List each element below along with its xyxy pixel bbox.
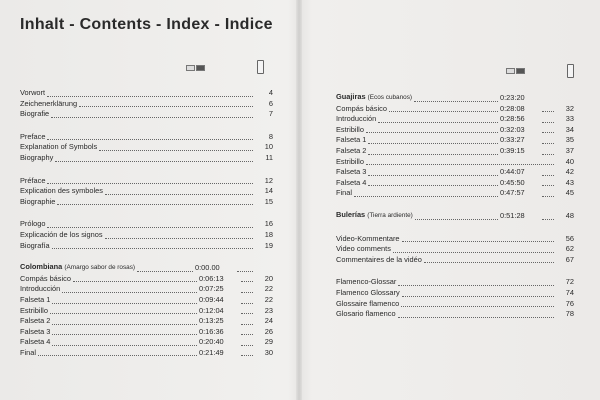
toc-row[interactable]: [20, 176, 273, 187]
toc-page: 72: [565, 277, 574, 287]
page-tab-icon-left: [257, 60, 264, 74]
toc-label: Falseta 4: [336, 177, 367, 187]
toc-label: Falseta 2: [336, 145, 367, 155]
toc-time: 0:21:49: [199, 347, 224, 357]
toc-label: Flamenco-Glossar: [336, 277, 397, 287]
toc-label: Video-Kommentare: [336, 233, 400, 243]
toc-piece-heading[interactable]: [336, 93, 574, 104]
toc-row[interactable]: [20, 142, 273, 153]
dot-leader: [542, 185, 554, 186]
dot-leader: [398, 285, 554, 286]
piece-subtitle: (Amargo sabor de rosas): [64, 264, 136, 272]
toc-page: 20: [264, 273, 273, 283]
dot-leader: [73, 281, 197, 282]
dot-leader: [542, 111, 554, 112]
toc-group-videos: [336, 234, 574, 266]
toc-label: Compás básico: [336, 103, 387, 113]
toc-page: 19: [264, 240, 273, 250]
toc-page: 42: [565, 167, 574, 177]
cd-icon-right: [506, 68, 525, 74]
dot-leader: [52, 303, 197, 304]
piece-subtitle: (Ecos cubanos): [367, 94, 413, 101]
dot-leader: [542, 132, 554, 133]
toc-page: 26: [264, 326, 273, 336]
dot-leader: [424, 262, 554, 263]
toc-label: Biografie: [20, 109, 50, 119]
toc-row[interactable]: [336, 125, 574, 136]
dot-leader: [47, 96, 253, 97]
toc-label: Glossaire flamenco: [336, 298, 400, 308]
dot-leader: [52, 324, 197, 325]
toc-time: 0:16:36: [199, 326, 224, 336]
toc-piece-title: [336, 210, 413, 222]
toc-label: Introducción: [20, 284, 61, 294]
toc-page: 37: [565, 145, 574, 155]
toc-time: 0:06:13: [199, 273, 224, 283]
dot-leader: [55, 161, 253, 162]
dot-leader: [137, 271, 193, 272]
toc-row[interactable]: [336, 135, 574, 146]
dot-leader: [542, 219, 554, 220]
toc-piece-title: [336, 92, 412, 104]
toc-row[interactable]: [336, 167, 574, 178]
dot-leader: [542, 196, 554, 197]
toc-time: 0:07:25: [199, 284, 224, 294]
dot-leader: [241, 355, 253, 356]
toc-row[interactable]: [336, 178, 574, 189]
toc-row[interactable]: [20, 348, 273, 359]
toc-time: 0:23:20: [500, 93, 525, 102]
toc-row[interactable]: [20, 88, 273, 99]
dot-leader: [241, 313, 253, 314]
toc-time: 0:20:40: [199, 337, 224, 347]
toc-time: 0:51:28: [500, 210, 525, 220]
toc-page: 43: [565, 177, 574, 187]
toc-label: Biografía: [20, 240, 50, 250]
toc-row[interactable]: [20, 306, 273, 317]
dot-leader: [57, 204, 253, 205]
dot-leader: [378, 122, 498, 123]
dot-leader: [354, 196, 498, 197]
toc-page: 10: [264, 142, 273, 152]
toc-page: 22: [264, 284, 273, 294]
piece-name: Guajiras: [336, 92, 366, 101]
toc-row[interactable]: [336, 234, 574, 245]
toc-page: 45: [565, 188, 574, 198]
toc-label: Falseta 1: [20, 294, 51, 304]
toc-row[interactable]: [20, 99, 273, 110]
toc-page: 30: [264, 347, 273, 357]
dvd-icon: [196, 65, 205, 71]
toc-label: Vorwort: [20, 88, 46, 97]
dot-leader: [241, 345, 253, 346]
toc-row[interactable]: [20, 132, 273, 143]
dot-leader: [368, 143, 498, 144]
toc-label: Falseta 2: [20, 316, 51, 326]
toc-row[interactable]: [336, 104, 574, 115]
toc-page: 67: [565, 254, 574, 264]
dot-leader: [62, 292, 197, 293]
toc-page: 6: [268, 98, 273, 108]
piece-subtitle: (Tierra ardiente): [367, 211, 413, 219]
toc-label: Video comments: [336, 244, 391, 254]
toc-label: Final: [20, 347, 37, 357]
cd-icon: [506, 68, 515, 74]
toc-row[interactable]: [20, 327, 273, 338]
dot-leader: [241, 303, 253, 304]
toc-page: 74: [565, 287, 574, 297]
dot-leader: [542, 154, 554, 155]
dot-leader: [368, 154, 498, 155]
toc-page: 15: [264, 196, 273, 206]
dot-leader: [52, 248, 253, 249]
toc-page: 33: [565, 114, 574, 124]
piece-name: Colombiana: [20, 262, 63, 272]
toc-group-french: [20, 176, 273, 208]
toc-time: 0:13:25: [199, 316, 224, 326]
toc-row[interactable]: [20, 230, 273, 241]
toc-time: 0:28:56: [500, 114, 525, 124]
toc-page: 34: [565, 124, 574, 134]
toc-label: Biographie: [20, 196, 56, 206]
toc-page: 18: [264, 229, 273, 239]
toc-time: 0:33:27: [500, 135, 525, 145]
toc-label: Explication des symboles: [20, 186, 103, 196]
dot-leader: [393, 252, 554, 253]
toc-time: 0:47:57: [500, 188, 525, 198]
dot-leader: [542, 122, 554, 123]
toc-label: Estribillo: [336, 124, 364, 134]
toc-row[interactable]: [20, 337, 273, 348]
toc-time: 0:32:03: [500, 124, 525, 134]
toc-page: 56: [565, 233, 574, 243]
dot-leader: [47, 227, 253, 228]
toc-time: 0:44:07: [500, 167, 525, 177]
dot-leader: [47, 139, 253, 140]
toc-label: Flamenco Glossary: [336, 287, 400, 297]
toc-label: Commentaires de la vidéo: [336, 254, 422, 264]
toc-label: Introducción: [336, 114, 377, 124]
toc-page: 16: [264, 219, 273, 229]
page-tab-icon-right: [567, 64, 574, 78]
toc-row[interactable]: [20, 109, 273, 120]
dot-leader: [398, 317, 554, 318]
toc-piece-heading[interactable]: [20, 263, 273, 274]
toc-label: Estribillo: [336, 156, 364, 166]
toc-label: Falseta 3: [336, 167, 367, 177]
toc-row[interactable]: [20, 197, 273, 208]
toc-page: 14: [264, 186, 273, 196]
toc-group-spanish: [20, 219, 273, 251]
toc-page: 8: [268, 131, 273, 141]
toc-page: 35: [565, 135, 574, 145]
toc-page: 32: [565, 103, 574, 113]
toc-row[interactable]: [20, 153, 273, 164]
toc-row[interactable]: [336, 244, 574, 255]
toc-label: Estribillo: [20, 305, 48, 315]
toc-time: 0:09:44: [199, 294, 224, 304]
book-spine: [296, 0, 302, 400]
dot-leader: [52, 334, 197, 335]
dot-leader: [105, 194, 253, 195]
dot-leader: [50, 313, 197, 314]
dot-leader: [237, 271, 253, 272]
toc-row[interactable]: [20, 219, 273, 230]
dot-leader: [241, 334, 253, 335]
toc-page: 23: [264, 305, 273, 315]
toc-page: 7: [268, 109, 273, 119]
dot-leader: [99, 150, 253, 151]
dot-leader: [79, 106, 253, 107]
toc-row[interactable]: [20, 241, 273, 252]
toc-page: 29: [264, 337, 273, 347]
toc-time: 0:12:04: [199, 305, 224, 315]
dot-leader: [366, 132, 498, 133]
toc-time: 0:28:08: [500, 103, 525, 113]
toc-row[interactable]: [336, 255, 574, 266]
dot-leader: [414, 101, 498, 102]
toc-label: Glosario flamenco: [336, 309, 396, 319]
toc-label: Compás básico: [20, 273, 71, 283]
dot-leader: [542, 143, 554, 144]
dot-leader: [415, 219, 498, 220]
toc-row[interactable]: [336, 188, 574, 199]
toc-group-english: [20, 132, 273, 164]
toc-label: Zeichenerklärung: [20, 98, 78, 108]
toc-label: Final: [336, 188, 353, 198]
dot-leader: [52, 345, 197, 346]
toc-page: 78: [565, 309, 574, 319]
toc-piece-colombiana: [20, 263, 273, 358]
toc-row[interactable]: [336, 299, 574, 310]
toc-left: [20, 88, 273, 358]
toc-row[interactable]: [336, 157, 574, 168]
toc-label: Falseta 1: [336, 135, 367, 145]
toc-page: 4: [268, 88, 273, 97]
toc-label: Falseta 4: [20, 337, 51, 347]
piece-name: Bulerías: [336, 209, 366, 219]
cd-icon: [186, 65, 195, 71]
dot-leader: [38, 355, 197, 356]
toc-group-glossary: [336, 277, 574, 319]
toc-label: Préface: [20, 175, 46, 185]
dot-leader: [401, 306, 554, 307]
dot-leader: [542, 175, 554, 176]
toc-label: Explicación de los signos: [20, 229, 103, 239]
dot-leader: [389, 111, 498, 112]
toc-row[interactable]: [20, 295, 273, 306]
dot-leader: [368, 185, 498, 186]
toc-page: 76: [565, 298, 574, 308]
dot-leader: [51, 117, 253, 118]
dot-leader: [47, 183, 253, 184]
dot-leader: [402, 241, 554, 242]
cd-icon-left: [186, 65, 205, 71]
dot-leader: [241, 324, 253, 325]
toc-label: Explanation of Symbols: [20, 142, 98, 152]
toc-time: 0:00.00: [195, 263, 220, 273]
toc-page: 11: [265, 152, 273, 162]
toc-label: Preface: [20, 131, 46, 141]
toc-page: 40: [565, 156, 574, 166]
toc-piece-bulerias: [336, 211, 574, 222]
dot-leader: [241, 292, 253, 293]
toc-row[interactable]: [20, 316, 273, 327]
toc-page: 22: [264, 294, 273, 304]
toc-row[interactable]: [20, 274, 273, 285]
toc-row[interactable]: [336, 288, 574, 299]
toc-row[interactable]: [336, 146, 574, 157]
toc-right: [336, 93, 574, 320]
toc-piece-guajiras: [336, 93, 574, 199]
toc-page: 12: [264, 175, 273, 185]
dvd-icon: [516, 68, 525, 74]
toc-page: 24: [264, 316, 273, 326]
toc-row[interactable]: [336, 114, 574, 125]
toc-page: 48: [565, 210, 574, 220]
dot-leader: [368, 175, 498, 176]
toc-label: Biography: [20, 152, 54, 162]
dot-leader: [241, 281, 253, 282]
toc-piece-title: [20, 262, 135, 274]
toc-time: 0:45:50: [500, 177, 525, 187]
toc-group-german: [20, 88, 273, 120]
dot-leader: [366, 164, 554, 165]
toc-time: 0:39:15: [500, 145, 525, 155]
toc-page: 62: [565, 244, 574, 254]
toc-row[interactable]: [336, 277, 574, 288]
toc-piece-heading[interactable]: [336, 211, 574, 222]
dot-leader: [402, 296, 554, 297]
toc-row[interactable]: [20, 186, 273, 197]
toc-row[interactable]: [20, 284, 273, 295]
toc-label: Falseta 3: [20, 326, 51, 336]
page-title: Inhalt - Contents - Index - Indice: [20, 16, 273, 33]
toc-label: Prólogo: [20, 219, 46, 229]
toc-row[interactable]: [336, 309, 574, 320]
dot-leader: [105, 238, 253, 239]
